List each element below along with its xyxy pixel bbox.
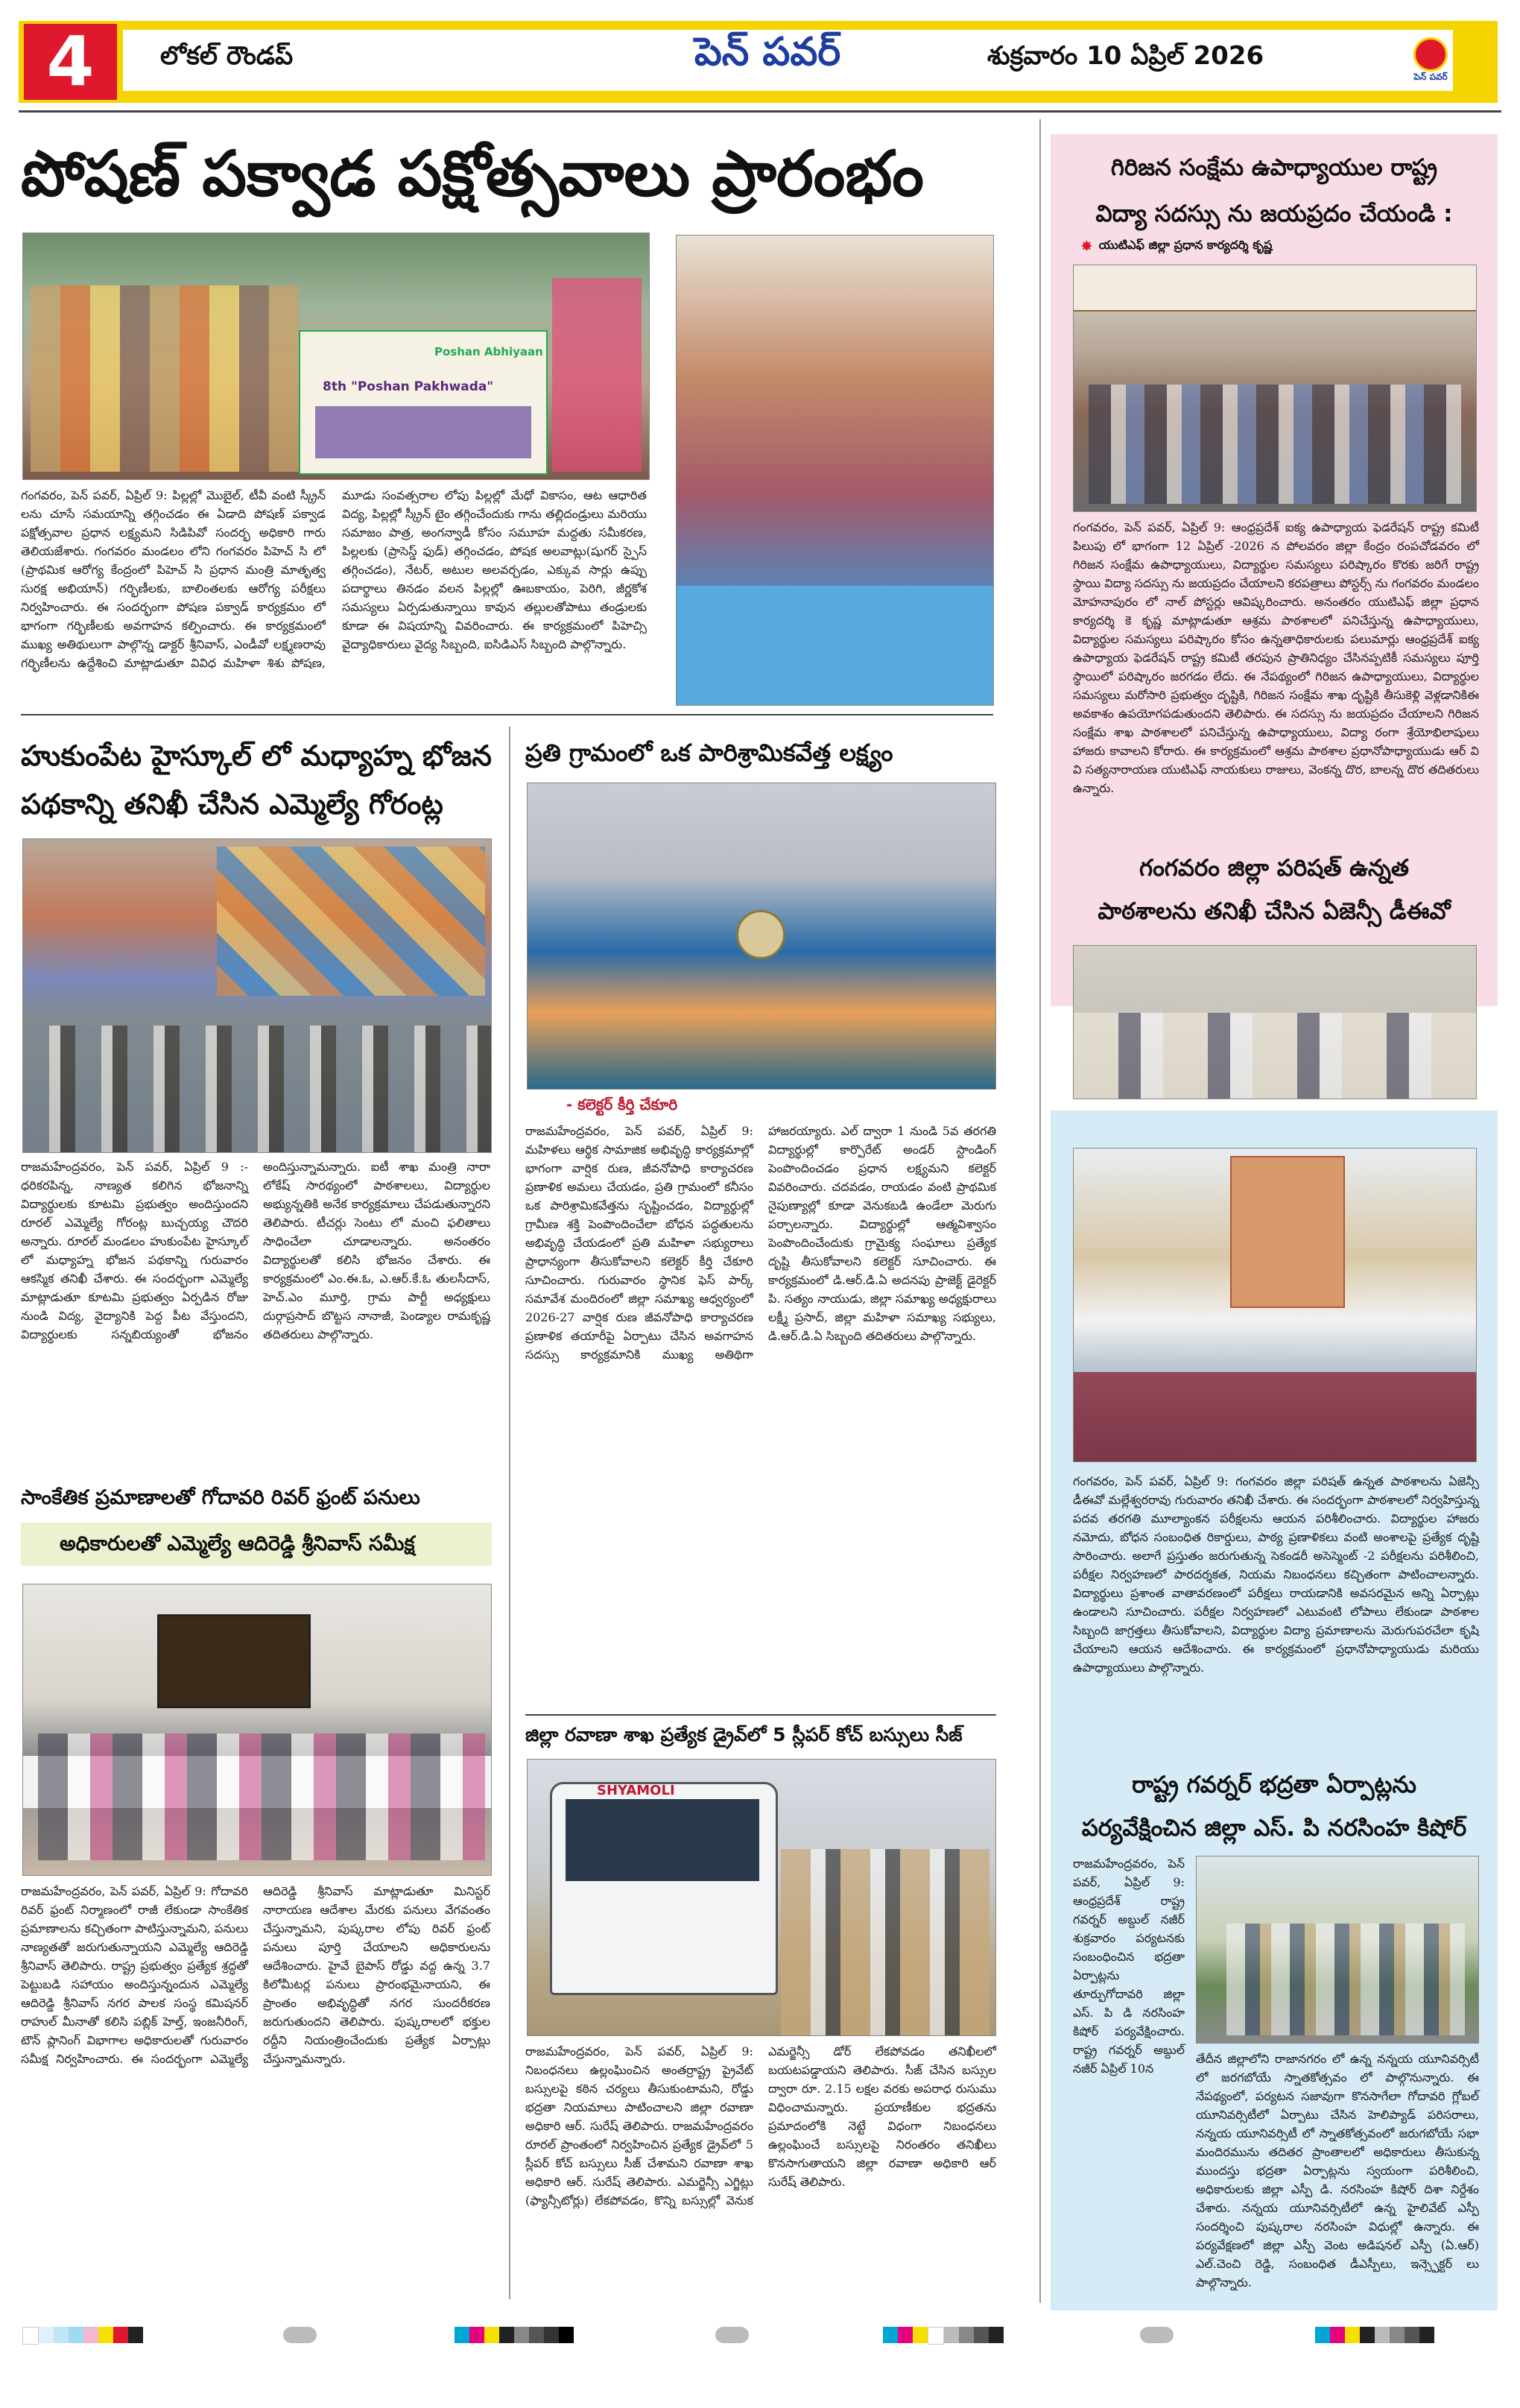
section-label: లోకల్ రౌండప్ [160, 41, 294, 71]
lead-bottom-rule [21, 714, 993, 715]
reg-bar-2 [455, 2327, 574, 2343]
deo-body: గంగవరం, పెన్ పవర్, ఏప్రిల్ 9: గంగవరం జిల్లా పరిషత్ ఉన్నత పాఠశాలను ఏజెన్సీ డీఈవో మల్లేశ్వరరావు గురువారం తనిఖీ చేశారు. ఈ సందర్భంగా పాఠశాలలో నిర్వహిస్తున్న పదవ తరగతి మూల్యాంకన పరీక్షలను ఆయన పరిశీలించారు. విద్యార్థుల హాజరు నమోదు, బోధన సంబంధిత రికార్డులు, పాఠ్య ప్రణాళికలు వంటి అంశాలపై ప్రత్యేక దృష్టి సారించారు. అలాగే ప్రస్తుతం జరుగుతున్న సెకండరీ అసెస్మెంట్ -2 పరీక్షలను పరిశీలించి, పరీక్షల నిర్వహణలో పారదర్శకత, నియమ నిబంధనలు కచ్చితంగా పాటించాలన్నారు. విద్యార్థులు ప్రశాంత వాతావరణంలో పరీక్షలు రాయడానికి అవసరమైన అన్ని ఏర్పాట్లు ఉండాలని సూచించారు. పరీక్షల నిర్వహణలో ఎటువంటి లోపాలు లేకుండా పాఠశాల సిబ్బంది జాగ్రత్తలు తీసుకోవాలని, విద్యార్థుల విద్యా ప్రమాణాలను మెరుగుపరచేలా కృషి చేయాలని ఆయన ఆదేశించారు. ఈ కార్యక్రమంలో ప్రధానోపాధ్యాయుడు మరియు ఉపాధ్యాయులు పాల్గొన్నారు. [1073, 1474, 1479, 1675]
page-number: 4 [46, 22, 95, 101]
officers-group [781, 1849, 989, 2035]
tribal-people [1089, 385, 1461, 504]
building-sign [1074, 265, 1476, 312]
poshan-banner-subtitle: Poshan Abhiyaan [434, 345, 543, 358]
bus-brand-label: SHYAMOLI [597, 1783, 675, 1798]
lead-headline: పోషణ్ పక్వాడ పక్షోత్సవాలు ప్రారంభం [21, 137, 924, 210]
issue-date: శుక్రవారం 10 ఏప్రిల్ 2026 [987, 41, 1264, 71]
governor-body-side: రాజమహేంద్రవరం, పెన్ పవర్, ఏప్రిల్ 9: ఆంధ్రప్రదేశ్ రాష్ట్ర గవర్నర్ అబ్దుల్ నజీర్ శుక్రవారం పర్యటనకు సంబంధించిన భద్రతా ఏర్పాట్లను తూర్పుగోదావరి జిల్లా ఎస్. పి డి నరసింహ కిషోర్ పర్యవేక్షించారు. రాష్ట్ర గవర్నర్ అబ్దుల్ నజీర్ ఏప్రిల్ 10న [1073, 1856, 1185, 2076]
col-rule-1 [509, 727, 510, 2299]
reg-bar-3 [883, 2327, 1004, 2343]
godavari-headline: సాంకేతిక ప్రమాణాలతో గోదావరి రివర్ ఫ్రంట్ పనులు [21, 1486, 420, 1509]
lead-photo-1 [22, 233, 650, 480]
deo-headline-1: గంగవరం జిల్లా పరిషత్ ఉన్నత [1139, 855, 1409, 882]
governor-photo [1196, 1856, 1479, 2044]
entrepreneur-photo [527, 783, 996, 1090]
police-group [1226, 1924, 1465, 2035]
reg-pill-3 [1140, 2327, 1174, 2343]
paper-name: పెన్ పవర్ [694, 30, 841, 75]
bus-windshield [566, 1799, 759, 1881]
people-group [31, 285, 299, 472]
reg-bar-4 [1315, 2327, 1434, 2343]
entrepreneur-caption: - కలెక్టర్ కీర్తి చేకూరి [566, 1096, 678, 1113]
tribal-body: గంగవరం, పెన్ పవర్, ఏప్రిల్ 9: ఆంధ్రప్రదేశ్ ఐక్య ఉపాధ్యాయ ఫెడరేషన్ రాష్ట్ర కమిటీ పిలుపు లో భాగంగా 12 ఏప్రిల్ -2026 న పోలవరం జిల్లా కేంద్రం రంపచోడవరం లో గిరిజన సంక్షేమ ఉపాధ్యాయులు, విద్యార్థుల సమస్యలు పరిష్కారం కొరకు జరిగే రాష్ట్ర స్థాయి విద్యా సదస్సు ను జయప్రదం చేయాలని కరపత్రాలు పోస్టర్స్ ను గంగవరం మండలం మోహనాపురం లో నాల్ పోస్టర్లు ఆవిష్కరించారు. అనంతరం యుటిఎఫ్ జిల్లా ప్రధాన కార్యదర్శి కె కృష్ణ మాట్లాడుతూ ఆశ్రమ పాఠశాలలో పనిచేస్తున్న ఉపాధ్యాయులు, విద్యార్థుల సమస్యలు పరిష్కారం కోసం ఉన్నతాధికారులకు పలుమార్లు ఆంధ్రప్రదేశ్ ఐక్య ఉపాధ్యాయ ఫెడరేషన్ రాష్ట్ర కమిటీ తరపున ప్రాతినిధ్యం చేసినప్పటికీ సమస్యలు పూర్తి స్థాయిలో పరిష్కారం జరగడం లేదు. ఈ నేపథ్యంలో గిరిజన ఉపాధ్యాయులు, విద్యార్థుల సమస్యలు మరోసారి ప్రభుత్వం దృష్టికి, గిరిజన సంక్షేమ శాఖ దృష్టికి తీసుకెళ్లి వెళ్లడానికిఈ అవకాశం ఉపయోగపడుతుందని తెలిపారు. ఈ సదస్సు ను జయప్రదం చేయాలని గిరిజన సంక్షేమ శాఖ పాఠశాలలో పనిచేస్తున్న ఉపాధ్యాయులు, విద్యా రంగా శ్రేయోభిలాషులు హాజరు కావాలని కోరారు. ఈ కార్యక్రమంలో ఆశ్రమ పాఠశాల ప్రధానోపాధ్యాయుడు ఆర్ వి వి సత్యనారాయణ యుటిఎఫ్ నాయకులు రాజులు, వెంకన్న దొర, బాలన్న దొర తదితరులు ఉన్నారు. [1073, 520, 1479, 795]
godavari-body: రాజమహేంద్రవరం, పెన్ పవర్, ఏప్రిల్ 9: గోదావరి రివర్ ఫ్రంట్ నిర్మాణంలో రాజీ లేకుండా సాంకేతిక ప్రమాణాలను కచ్చితంగా పాటిస్తున్నామని, పనులు నాణ్యతతో జరుగుతున్నాయని ఎమ్మెల్యే ఆదిరెడ్డి శ్రీనివాస్ తెలిపారు. రాష్ట్ర ప్రభుత్వం ప్రత్యేక శ్రద్ధతో పెట్టుబడి సహాయం అందిస్తున్నందున ఎమ్మెల్యే ఆదిరెడ్డి శ్రీనివాస్ నగర పాలక సంస్థ కమిషనర్ రాహుల్ మీనాతో కలిసి పబ్లిక్ హెల్త్, ఇంజనీరింగ్, టౌన్ ప్లానింగ్ విభాగాల అధికారులతో గురువారం సమీక్ష నిర్వహించారు. ఈ సందర్భంగా ఎమ్మెల్యే ఆదిరెడ్డి శ్రీనివాస్ మాట్లాడుతూ మినిస్టర్ నారాయణ ఆదేశాల మేరకు పనులు వేగవంతం చేస్తున్నామని, పుష్కరాల లోపు రివర్ ఫ్రంట్ పనులు పూర్తి చేయాలని అధికారులను ఆదేశించారు. హైవే బైపాస్ రోడ్డు వద్ద ఉన్న 3.7 కిలోమీటర్ల పనులు ప్రారంభమైనాయని, ఈ ప్రాంతం అభివృద్ధితో నగర సుందరీకరణ జరుగుతుందని తెలిపారు. పుష్కరాలలో భక్తుల రద్దీని నియంత్రించేందుకు ప్రత్యేక ఏర్పాట్లు చేస్తున్నామన్నారు. [21, 1884, 490, 2066]
school-headline-2: పథకాన్ని తనిఖీ చేసిన ఎమ్మెల్యే గోరంట్ల [21, 788, 443, 821]
logo-text: పెన్ పవర్ [1413, 71, 1448, 82]
tribal-byline-row [1080, 237, 1272, 255]
lead-photo-2 [676, 235, 994, 706]
poshan-banner-title: 8th "Poshan Pakhwada" [323, 379, 494, 394]
deo-photo-2 [1073, 1148, 1477, 1462]
bus-body-text: రాజమహేంద్రవరం, పెన్ పవర్, ఏప్రిల్ 9: నిబంధనలు ఉల్లంఘించిన అంతర్రాష్ట్ర ప్రైవేట్ బస్సులపై కఠిన చర్యలు తీసుకుంటామని, రోడ్డు భద్రతా నియమాలు పాటించాలని జిల్లా రవాణా అధికారి ఆర్. సురేష్ తెలిపారు. రాజమహేంద్రవరం రూరల్ ప్రాంతంలో నిర్వహించిన ప్రత్యేక డ్రైవ్‌లో 5 స్లీపర్ కోచ్ బస్సులు సీజ్ చేశామని రవాణా శాఖ అధికారి ఆర్. సురేష్ తెలిపారు. ఎమర్జెన్సీ ఎగ్జిట్లు (ఫ్యాన్సీటోర్లు) లేకపోవడం, కొన్ని బస్సుల్లో వెనుక ఎమర్జెన్సీ డోర్ లేకపోవడం తనిఖీలలో బయటపడ్డాయని తెలిపారు. సీజ్ చేసిన బస్సుల ద్వారా రూ. 2.15 లక్షల వరకు అపరాధ రుసుము విధించామన్నారు. ప్రయాణీకుల భద్రతను ప్రమాదంలోకి నెట్టే విధంగా నిబంధనలు ఉల్లంఘించే బస్సులపై నిరంతరం తనిఖీలు కొనసాగుతాయని జిల్లా రవాణా అధికారి ఆర్ సురేష్ తెలిపారు. [525, 2044, 996, 2208]
star-burst-icon: ✸ [1080, 237, 1093, 255]
table-cloth [677, 586, 993, 705]
people-group-right [552, 278, 642, 472]
meeting-screen [157, 1614, 311, 1708]
school-photo [22, 838, 492, 1153]
entrepreneur-headline: ప్రతి గ్రామంలో ఒక పారిశ్రామికవేత్త లక్ష్యం [525, 739, 893, 767]
meeting-people [38, 1734, 485, 1860]
students-row [23, 1026, 491, 1152]
award-shield [736, 910, 785, 959]
tribal-headline-1: గిరిజన సంక్షేమ ఉపాధ్యాయుల రాష్ట్ర [1110, 154, 1438, 181]
tribal-photo [1073, 265, 1477, 512]
bus-body [550, 1782, 778, 1995]
entrepreneur-body: రాజమహేంద్రవరం, పెన్ పవర్, ఏప్రిల్ 9: మహిళలు ఆర్థిక సామాజిక అభివృద్ధి కార్యక్రమాల్లో భాగంగా వార్షిక రుణ, జీవనోపాధి కార్యాచరణ ప్రణాళిక అమలు చేయడం, ప్రతి గ్రామంలో కనీసం ఒక పారిశ్రామికవేత్తను సృష్టించడం, విద్యార్థుల్లో గ్రామీణ శక్తి పెంపొందించేలా బోధన పద్ధతులను అభివృద్ధి చేయడంలో ప్రతి మహిళా సభ్యురాలు ప్రాధాన్యంగా తీసుకోవాలని కలెక్టర్ కీర్తి చేకూరి సూచించారు. గురువారం స్థానిక ఫెస్ పార్క్ సమావేశ మందిరంలో జిల్లా సమాఖ్య ఆధ్వర్యంలో 2026-27 వార్షిక రుణ జీవనోపాధి కార్యాచరణ ప్రణాళిక తయారీపై ఏర్పాటు చేసిన అవగాహన సదస్సు కార్యక్రమానికి ముఖ్య అతిథిగా హాజరయ్యారు. ఎల్ ద్వారా 1 నుండి 5వ తరగతి విద్యార్థుల్లో కార్పొరేట్ అండర్ స్టాండింగ్ పెంపొందించడం ప్రధాన లక్ష్యమని కలెక్టర్ వివరించారు. చదవడం, రాయడం వంటి ప్రాథమిక నైపుణ్యాల్లో కూడా వెనుకబడి ఉండేలా మెరుగు పర్చాలన్నారు. విద్యార్థుల్లో ఆత్మవిశ్వాసం పెంపొందించేందుకు గ్రామైక్య సంఘాలు ప్రత్యేక దృష్టి తీసుకోవాలని కలెక్టర్ సూచించారు. ఈ కార్యక్రమంలో డి.ఆర్.డి.ఏ అదనపు ప్రాజెక్ట్ డైరెక్టర్ పి. సత్యం నాయుడు, జిల్లా సమాఖ్య అధ్యక్షురాలు లక్ష్మీ ప్రసాద్, జిల్లా మహిళా సమాఖ్య సభ్యులు, డి.ఆర్.డి.ఏ సిబ్బంది తదితరులు పాల్గొన్నారు. [525, 1124, 996, 1362]
col-rule-2 [1039, 119, 1041, 2303]
logo-emblem-icon [1413, 37, 1448, 72]
masthead-logo [1405, 30, 1457, 91]
tribal-headline-2: విద్యా సదస్సు ను జయప్రదం చేయండి : [1095, 200, 1453, 227]
governor-headline-1: రాష్ట్ర గవర్నర్ భద్రతా ఏర్పాట్లను [1132, 1772, 1416, 1798]
lead-body: గంగవరం, పెన్ పవర్, ఏప్రిల్ 9: పిల్లల్లో మొబైల్, టీవీ వంటి స్క్రీన్ లను చూసే సమయాన్ని తగ్గించడం ఈ ఏడాది పోషణ్ పక్వాడ పక్షోత్సవాల ప్రధాన లక్ష్యమని సిడిపివో సందర్భ అధికారి గారు తెలియజేశారు. గంగవరం మండలం లోని గంగవరం పిహెచ్ సి లో (ప్రాథమిక ఆరోగ్య కేంద్రంలో పిహెచ్ సి ప్రధాన మంత్రి మాతృత్వ సురక్ష అభియాన్) గర్భిణీలకు, బాలింతలకు ఆరోగ్య పరీక్షలు నిర్వహించారు. ఈ సందర్భంగా పోషణ పక్వాడ్ కార్యక్రమం లో భాగంగా గర్భిణీలకు అవగాహన కల్పించారు. ఈ కార్యక్రమంలో ముఖ్య అతిథులుగా పాల్గొన్న డాక్టర్ శ్రీనివాస్, ఎండీవో లక్ష్మణరావు గర్భిణీలను ఉద్దేశించి మాట్లాడుతూ వివిధ మహిళా శిశు పోషణ, మూడు సంవత్సరాల లోపు పిల్లల్లో మేధో వికాసం, ఆట ఆధారిత విద్య, పిల్లల్లో స్క్రీన్ టైం తగ్గించేందుకు గాను తల్లిదండ్రులు మరియు సమాజం పాత్ర, అంగన్వాడీ కోసం సమూహ మద్దతు సమీకరణ, పిల్లలకు (ప్రాసెస్డ్ ఫుడ్) తగ్గించడం, పోషక అలవాట్లు(షుగర్ స్పైస్ తగ్గించడం), నేటర్, అటుల అలవర్చడం, ఎక్కువ సార్లు ఉప్పు పదార్థాలు తినడం వలన పిల్లల్లో ఊబకాయం, పెరిగి, జీర్ణకోశ సమస్యలు ఏర్పడుతున్నాయి కావున తల్లులతోపాటు తండ్రులకు కూడా ఈ విషయాన్ని వివరించారు. ఈ కార్యక్రమంలో పిహెచ్సి వైద్యాధికారులు వైద్య సిబ్బంది, ఐసిడిఎస్ సిబ్బంది పాల్గొన్నారు. [21, 488, 647, 670]
bus-photo [527, 1759, 996, 2036]
poshan-banner-graphic [315, 406, 531, 458]
exam-desks [1074, 1013, 1476, 1099]
reg-bar-1 [22, 2327, 143, 2343]
reg-pill-2 [715, 2327, 749, 2343]
governor-body: తేదీన జిల్లాలోని రాజానగరం లో ఉన్న నన్నయ యూనివర్సిటీ లో జరగబోయే స్నాతకోత్సవం లో పాల్గొనున్నారు. ఈ నేపథ్యంలో, పర్యటన సజావుగా కొనసాగేలా గోదావరి గ్లోబల్ యూనివర్సిటీలో ఏర్పాటు చేసిన హెలిప్యాడ్ పరిసరాలు, నన్నయ యూనివర్సిటీ లో స్నాతకోత్సవంలో జరుగబోయే సభా మందిరమును తదితర ప్రాంతాలలో అధికారులు తీసుకున్న ముందస్తు భద్రతా ఏర్పాట్లను స్వయంగా పరిశీలించి, అధికారులకు జిల్లా ఎస్పీ డి. నరసింహ కిషోర్ దిశా నిర్దేశం చేశారు. నన్నయ యూనివర్సిటీలో ఉన్న హైలివేట్ ఎస్పీ సందర్శించి పుష్కరాల నరసింహ విధుల్లో ఉన్నారు. ఈ పర్యవేక్షణలో జిల్లా ఎస్పీ వెంట అడిషనల్ ఎస్పీ (ఏ.ఆర్) ఎల్.చెంచి రెడ్డి, సంబంధిత డీఎస్పీలు, ఇన్స్పెక్టర్ లు పాల్గొన్నారు. [1196, 2052, 1479, 2290]
bus-top-rule [525, 1714, 996, 1716]
school-body: రాజమహేంద్రవరం, పెన్ పవర్, ఏప్రిల్ 9 :-ధరికరపిన్న, నాణ్యత కలిగిన భోజనాన్ని విద్యార్థులకు కూటమి ప్రభుత్వం అందిస్తుందని రూరల్ ఎమ్మెల్యే గోరంట్ల బుచ్చయ్య చౌదరి అన్నారు. రూరల్ మండలం హుకుంపేట హైస్కూల్ లో మధ్యాహ్న భోజన పథకాన్ని గురువారం ఆకస్మిక తనిఖీ చేశారు. ఈ సందర్భంగా ఎమ్మెల్యే మాట్లాడుతూ కూటమి ప్రభుత్వం ఏర్పడిన రోజు నుండి విద్య, వైద్యానికి పెద్ద పీట వేస్తుందని, విద్యార్థులకు సన్నబియ్యంతో భోజనం అందిస్తున్నామన్నారు. ఐటీ శాఖ మంత్రి నారా లోకేష్ సారథ్యంలో పాఠశాలలు, విద్యార్థుల అభ్యున్నతికి అనేక కార్యక్రమాలు చేపడుతున్నారని తెలిపారు. టీచర్లు సెంటు లో మంచి ఫలితాలు సాధించేలా చూడాలన్నారు. అనంతరం విద్యార్థులతో కలిసి భోజనం చేశారు. ఈ కార్యక్రమంలో ఎం.ఈ.ఓ, ఎ.ఆర్.కే.ఓ తులసీదాస్, హెచ్.ఎం మూర్తి, గ్రామ పార్టీ అధ్యక్షులు దుర్గాప్రసాద్ బొట్టస నానాజీ, పెండ్యాల రామకృష్ణ తదితరులు పాల్గొన్నారు. [21, 1160, 490, 1342]
poshan-banner [299, 330, 548, 475]
mural-wall [217, 847, 485, 996]
deo-headline-2: పాఠశాలను తనిఖీ చేసిన ఏజెన్సీ డీఈవో [1098, 898, 1451, 925]
godavari-subhead: అధికారులతో ఎమ్మెల్యే ఆదిరెడ్డి శ్రీనివాస్ సమీక్ష [60, 1532, 415, 1555]
signing-table [1074, 1372, 1476, 1461]
reg-pill-1 [283, 2327, 317, 2343]
tribal-byline: యుటిఎఫ్ జిల్లా ప్రధాన కార్యదర్శి కృష్ణ [1098, 237, 1273, 252]
governor-headline-2: పర్యవేక్షించిన జిల్లా ఎస్. పి నరసింహ కిషోర్ [1081, 1815, 1467, 1842]
school-headline-1: హుకుంపేట హైస్కూల్ లో మధ్యాహ్న భోజన [21, 739, 492, 772]
wall-poster [1230, 1156, 1345, 1308]
masthead-rule [19, 110, 1501, 113]
page-number-box [24, 24, 117, 100]
bus-headline: జిల్లా రవాణా శాఖ ప్రత్యేక డ్రైవ్‌లో 5 స్లీపర్ కోచ్ బస్సులు సీజ్ [525, 1724, 963, 1745]
deo-photo-1 [1073, 945, 1477, 1099]
godavari-photo [22, 1584, 492, 1876]
